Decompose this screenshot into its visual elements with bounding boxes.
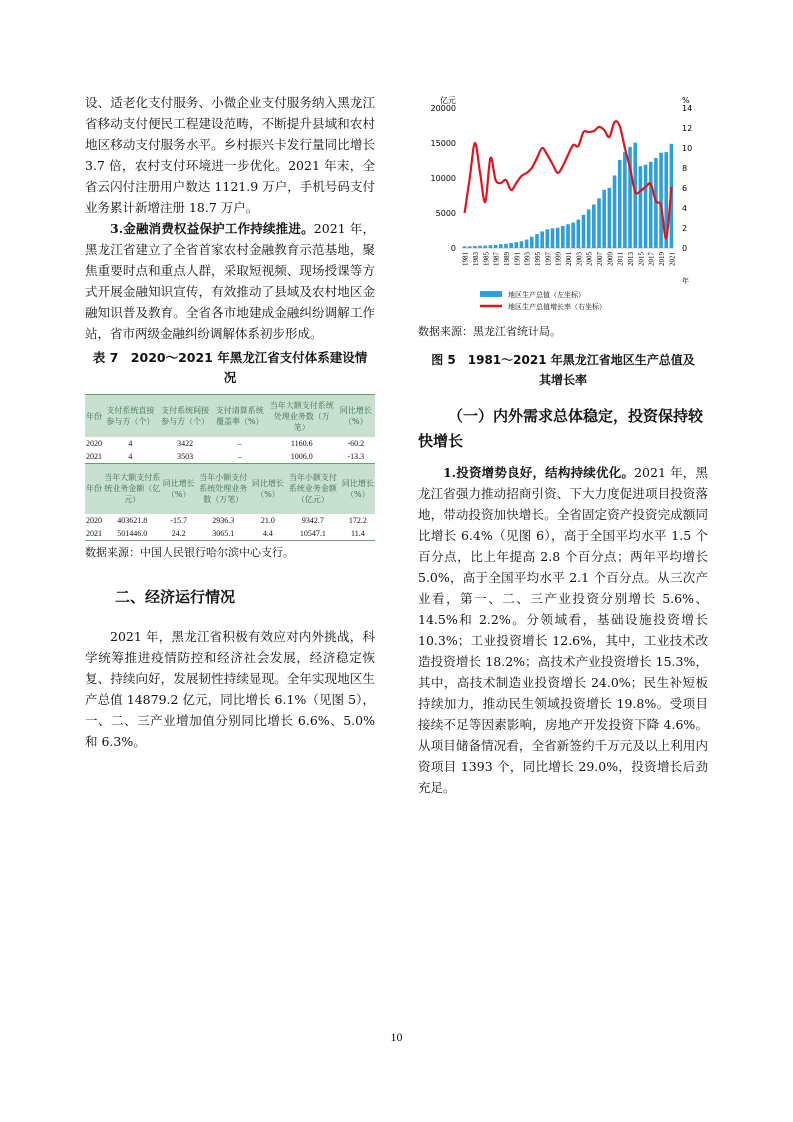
right-tick-label: 4 (682, 204, 688, 213)
table-header: 当年小额支付系统业务金额（亿元） (285, 464, 341, 514)
legend-label: 地区生产总值（左坐标） (508, 291, 585, 299)
gdp-bars (462, 143, 674, 248)
right-tick-label: 2 (682, 224, 688, 233)
page-number: 10 (390, 1030, 403, 1044)
legend (480, 290, 606, 311)
table-cell: 501446.0 (103, 527, 162, 541)
legend-label: 地区生产总值增长率（右坐标） (508, 303, 606, 311)
gdp-bar (608, 188, 612, 248)
x-tick-label: 2021 (668, 252, 677, 266)
table-row (85, 450, 375, 463)
table-header-row (85, 395, 375, 438)
table-header: 同比增长（%） (341, 464, 375, 514)
gdp-bar (639, 166, 643, 248)
table-header: 支付系统间接参与方（个） (158, 395, 213, 438)
right-axis-unit: % (682, 96, 690, 105)
section-heading: 二、经济运行情况 (115, 587, 236, 606)
payment-table-1 (85, 394, 375, 463)
table-cell: 2020 (86, 515, 102, 525)
x-tick-label: 2011 (616, 252, 625, 266)
gdp-bar (649, 162, 653, 248)
gdp-bar (633, 143, 637, 248)
gdp-bar (556, 228, 560, 248)
table-cell: 10547.1 (285, 527, 341, 541)
gdp-bar (504, 244, 508, 248)
paragraph-body: 2021 年，黑龙江省建立了全省首家农村金融教育示范基地，聚焦重要时点和重点人群，采取短视频、现场授课等方式开展金融知识宣传，有效推动了县域及农村地区金融知识普及教育。全省各市地建成金融纠纷调解工作站，省市两级金融纠纷调解体系初步形成。 (85, 221, 375, 341)
figure-caption (418, 350, 708, 390)
table-cell: 21.0 (251, 514, 285, 527)
table-cell: 2936.3 (196, 514, 251, 527)
gdp-bar (499, 244, 503, 248)
x-tick-label: 1997 (544, 252, 553, 266)
x-axis (462, 252, 677, 267)
right-axis (682, 104, 692, 253)
table-cell: 4 (103, 450, 158, 463)
table-cell: 403621.8 (103, 514, 162, 527)
right-tick-label: 8 (682, 164, 688, 173)
table-cell: 2020 (86, 439, 102, 448)
right-tick-label: 0 (682, 244, 688, 253)
x-tick-label: 1989 (502, 252, 511, 266)
table-cell: 4 (103, 437, 158, 450)
chart-source: 数据来源：黑龙江省统计局。 (418, 325, 561, 338)
x-tick-label: 2005 (585, 252, 594, 266)
x-tick-label: 1987 (492, 252, 501, 266)
table-header: 支付清算系统覆盖率（%） (213, 395, 267, 438)
table-row (85, 527, 375, 541)
left-tick-label: 10000 (430, 174, 456, 183)
gdp-bar (535, 234, 539, 248)
right-tick-label: 10 (682, 144, 693, 153)
paragraph-consumer-protection (85, 218, 375, 344)
x-tick-label: 1991 (513, 252, 522, 266)
gdp-bar (520, 241, 524, 248)
x-tick-label: 1985 (482, 252, 491, 266)
table-cell: 3503 (158, 450, 213, 463)
x-tick-label: 2001 (565, 252, 573, 266)
gdp-bar (618, 160, 622, 248)
left-axis-unit: 亿元 (440, 96, 456, 105)
paragraph-lead: 3.金融消费权益保护工作持续推进。 (110, 221, 314, 236)
x-tick-label: 1995 (533, 252, 542, 266)
table-cell: 1006.0 (267, 450, 337, 463)
gdp-bar (551, 228, 555, 248)
gdp-bar (623, 152, 627, 248)
table-cell: 172.2 (341, 514, 375, 527)
table-header: 当年大额支付系统业务金额（亿元） (103, 464, 162, 514)
x-tick-label: 2003 (575, 252, 584, 266)
table-cell: 4.4 (251, 527, 285, 541)
table-header: 年份 (85, 395, 103, 438)
gdp-bar (577, 220, 581, 248)
table-row (85, 514, 375, 527)
table-cell: -15.7 (162, 514, 196, 527)
gdp-bar (530, 237, 534, 248)
gdp-bar (509, 243, 513, 248)
gdp-bar (571, 223, 575, 248)
table-cell: -13.3 (337, 450, 375, 463)
table-cell: 2021 (86, 452, 102, 461)
gdp-bar (659, 153, 663, 248)
gdp-bar (540, 231, 544, 248)
gdp-bar (644, 165, 648, 248)
x-tick-label: 1999 (554, 252, 563, 266)
table-caption: 表 7 2020～2021 年黑龙江省支付体系建设情况 (92, 350, 368, 385)
figure-caption-line: 图 5 1981～2021 年黑龙江省地区生产总值及 (431, 353, 695, 367)
figure-caption-line: 其增长率 (538, 373, 587, 387)
x-tick-label: 1981 (461, 252, 470, 266)
table-header: 同比增长（%） (251, 464, 285, 514)
table-cell: 11.4 (341, 527, 375, 541)
x-tick-label: 2007 (596, 252, 605, 266)
table-cell: 9342.7 (285, 514, 341, 527)
gdp-bar (587, 209, 591, 248)
table-header: 当年小额支付系统处理业务数（万笔） (196, 464, 251, 514)
section-heading: （一）内外需求总体稳定，投资保持较快增长 (418, 407, 704, 450)
left-column (85, 92, 375, 752)
gdp-bar (494, 245, 498, 248)
left-tick-label: 15000 (430, 139, 456, 148)
left-tick-label: 20000 (430, 104, 456, 113)
gdp-bar (582, 215, 586, 248)
gdp-bar (489, 245, 493, 248)
x-tick-label: 2019 (658, 252, 667, 266)
paragraph-payment-services: 设、适老化支付服务、小微企业支付服务纳入黑龙江省移动支付便民工程建设范畴，不断提升县域和农村地区移动支付服务水平。乡村振兴卡发行量同比增长 3.7 倍，农村支付环境进一步优化。2021 年末，全省云闪付注册用户数达 1121.9 万户，手机号码支付业务累计新增注册 18.7 万户。 (85, 95, 375, 215)
table-header: 同比增长（%） (337, 395, 375, 438)
x-axis-suffix: 年 (682, 277, 689, 285)
table-cell: 1160.6 (267, 437, 337, 450)
table-cell: -60.2 (337, 437, 375, 450)
gdp-bar (525, 240, 529, 248)
gdp-bar (566, 224, 570, 248)
table-cell: – (213, 437, 267, 450)
table-header: 当年大额支付系统处理业务数（万笔） (267, 395, 337, 438)
right-tick-label: 14 (682, 104, 693, 113)
x-tick-label: 2009 (606, 252, 615, 266)
payment-table-2 (85, 463, 375, 541)
right-tick-label: 6 (682, 184, 688, 193)
x-tick-label: 1983 (471, 252, 480, 266)
right-tick-label: 12 (682, 124, 693, 133)
gdp-bar (613, 175, 617, 248)
gdp-bar (483, 246, 487, 248)
x-tick-label: 2015 (637, 252, 646, 266)
left-tick-label: 0 (450, 244, 456, 253)
x-tick-label: 1993 (523, 252, 532, 266)
table-header: 年份 (85, 464, 103, 514)
gdp-bar (561, 226, 565, 248)
gdp-bar (602, 190, 606, 248)
x-tick-label: 2017 (647, 252, 656, 266)
x-tick-label: 2013 (627, 252, 636, 266)
table-row (85, 437, 375, 450)
table-header: 同比增长（%） (162, 464, 196, 514)
gdp-bar (546, 229, 550, 248)
table-header: 支付系统直接参与方（个） (103, 395, 158, 438)
table-header-row (85, 464, 375, 514)
left-axis (431, 104, 456, 253)
paragraph-economy: 2021 年，黑龙江省积极有效应对内外挑战，科学统筹推进疫情防控和经济社会发展，经济稳定恢复、持续向好，发展韧性持续显现。全年实现地区生产总值 14879.2 亿元，同比增长 6.1%（见图 5），一、二、三产业增加值分别同比增长 6.6%、5.0%和 6.3%。 (85, 628, 375, 749)
table-source: 数据来源：中国人民银行哈尔滨中心支行。 (85, 545, 294, 559)
paragraph-body: 2021 年，黑龙江省强力推动招商引资、下大力度促进项目投资落地，带动投资加快增长。全省固定资产投资完成额同比增长 6.4%（见图 6），高于全国平均水平 1.5 个百分点，比上年提高 2.8 个百分点；两年平均增长 5.0%，高于全国平均水平 2.1 个百分点。从三次产业看，第一、二、三产业投资分别增长 5.6%、14.5%和 2.2%。分领域看，基础设施投资增长 10.3%；工业投资增长 12.6%，其中，工业技术改造投资增长 18.2%；高技术产业投资增长 15.3%，其中，高技术制造业投资增长 24.0%；民生补短板持续加力，推动民生领域投资增长 19.8%。受项目接续不足等因素影响，房地产开发投资下降 4.6%。从项目储备情况看，全省新签约千万元及以上利用内资项目 1393 个，同比增长 29.0%，投资增长后劲充足。 (418, 465, 708, 795)
legend-bar-swatch (480, 291, 502, 297)
right-column (418, 92, 708, 798)
gdp-bar (514, 242, 518, 248)
table-cell: 2021 (85, 527, 103, 541)
gdp-bar (597, 198, 601, 248)
paragraph-investment (418, 462, 708, 798)
table-cell: 3065.1 (196, 527, 251, 541)
table-cell: 24.2 (162, 527, 196, 541)
table-cell: – (213, 450, 267, 463)
paragraph-lead: 1.投资增势良好，结构持续优化。 (443, 465, 635, 480)
gdp-bar (478, 246, 482, 248)
table-cell: 3422 (158, 437, 213, 450)
left-tick-label: 5000 (435, 209, 456, 218)
gdp-chart (418, 92, 708, 314)
gdp-bar (592, 205, 596, 248)
